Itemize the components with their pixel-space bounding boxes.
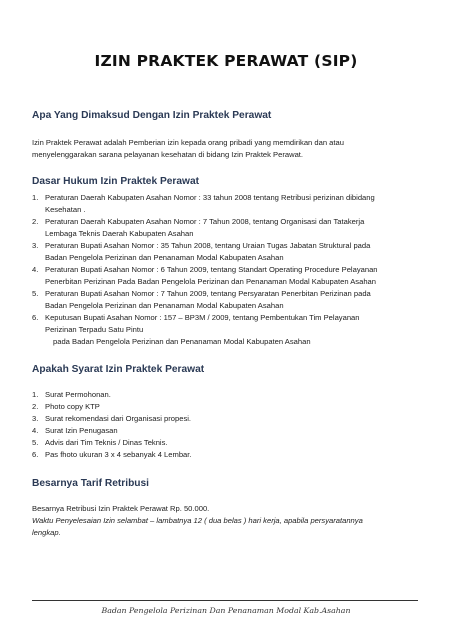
legal-basis-heading: Dasar Hukum Izin Praktek Perawat (32, 176, 200, 187)
list-item (32, 216, 420, 240)
item-number: 3. (32, 241, 39, 250)
item-text: Penerbitan Perizinan Pada Badan Pengelola Perizinan dan Penanaman Modal Kabupaten Asahan (45, 277, 376, 286)
item-text: Surat rekomendasi dari Organisasi propesi. (45, 414, 192, 423)
definition-line-2: menyelenggarakan sarana pelayanan kesehatan di bidang Izin Praktek Perawat. (32, 150, 304, 159)
item-text: Surat Permohonan. (45, 390, 111, 399)
item-number: 4. (32, 426, 39, 435)
item-number: 2. (32, 217, 39, 226)
item-number: 6. (32, 450, 39, 459)
page-footer: Badan Pengelola Perizinan Dan Penanaman Modal Kab.Asahan (101, 606, 351, 615)
requirements-list (32, 389, 420, 461)
item-text: Kesehatan . (45, 205, 86, 214)
item-number: 4. (32, 265, 39, 274)
completion-time-line-1: Waktu Penyelesaian Izin selambat – lambatnya 12 ( dua belas ) hari kerja, apabila persyaratannya (32, 516, 363, 525)
list-item (32, 449, 420, 461)
list-item (32, 312, 420, 336)
list-item (32, 437, 420, 449)
legal-basis-continuation: pada Badan Pengelola Perizinan dan Penanaman Modal Kabupaten Asahan (53, 337, 311, 346)
list-item (32, 401, 420, 413)
item-text: Peraturan Daerah Kabupaten Asahan Nomor : 7 Tahun 2008, tentang Organisasi dan Tatakerja (45, 217, 365, 226)
list-item (32, 413, 420, 425)
item-text: Badan Pengelola Perizinan dan Penanaman Modal Kabupaten Asahan (45, 253, 284, 262)
item-number: 6. (32, 313, 39, 322)
item-number: 5. (32, 289, 39, 298)
item-number: 2. (32, 402, 39, 411)
page-title: IZIN PRAKTEK PERAWAT (SIP) (94, 52, 358, 70)
item-text: Keputusan Bupati Asahan Nomor : 157 – BP3M / 2009, tentang Pembentukan Tim Pelayanan (45, 313, 360, 322)
item-number: 1. (32, 390, 39, 399)
footer-divider (32, 600, 418, 601)
list-item (32, 240, 420, 264)
requirements-heading: Apakah Syarat Izin Praktek Perawat (32, 364, 205, 375)
item-text: Lembaga Teknis Daerah Kabupaten Asahan (45, 229, 194, 238)
item-number: 1. (32, 193, 39, 202)
tariff-heading: Besarnya Tarif Retribusi (32, 478, 150, 489)
item-number: 5. (32, 438, 39, 447)
list-item (32, 264, 420, 288)
list-item (32, 389, 420, 401)
item-text: Advis dari Tim Teknis / Dinas Teknis. (45, 438, 168, 447)
item-text: Perizinan Terpadu Satu Pintu (45, 325, 144, 334)
definition-heading: Apa Yang Dimaksud Dengan Izin Praktek Perawat (32, 110, 272, 121)
item-text: Peraturan Bupati Asahan Nomor : 7 Tahun 2009, tentang Persyaratan Penerbitan Perizinan pada (45, 289, 371, 298)
list-item (32, 425, 420, 437)
list-item (32, 192, 420, 216)
item-text: Badan Pengelola Perizinan dan Penanaman Modal Kabupaten Asahan (45, 301, 284, 310)
item-text: Surat Izin Penugasan (45, 426, 118, 435)
item-text: Pas fhoto ukuran 3 x 4 sebanyak 4 Lembar. (45, 450, 192, 459)
item-number: 3. (32, 414, 39, 423)
legal-basis-list (32, 192, 420, 336)
tariff-amount: Besarnya Retribusi Izin Praktek Perawat Rp. 50.000. (32, 504, 210, 513)
completion-time-line-2: lengkap. (32, 528, 61, 537)
list-item (32, 288, 420, 312)
definition-line-1: Izin Praktek Perawat adalah Pemberian izin kepada orang pribadi yang memdirikan dan atau (32, 138, 344, 147)
item-text: Photo copy KTP (45, 402, 100, 411)
item-text: Peraturan Bupati Asahan Nomor : 6 Tahun 2009, tentang Standart Operating Procedure Pelayanan (45, 265, 378, 274)
item-text: Peraturan Daerah Kabupaten Asahan Nomor : 33 tahun 2008 tentang Retribusi perizinan dibidang (45, 193, 375, 202)
item-text: Peraturan Bupati Asahan Nomor : 35 Tahun 2008, tentang Uraian Tugas Jabatan Struktural pada (45, 241, 371, 250)
